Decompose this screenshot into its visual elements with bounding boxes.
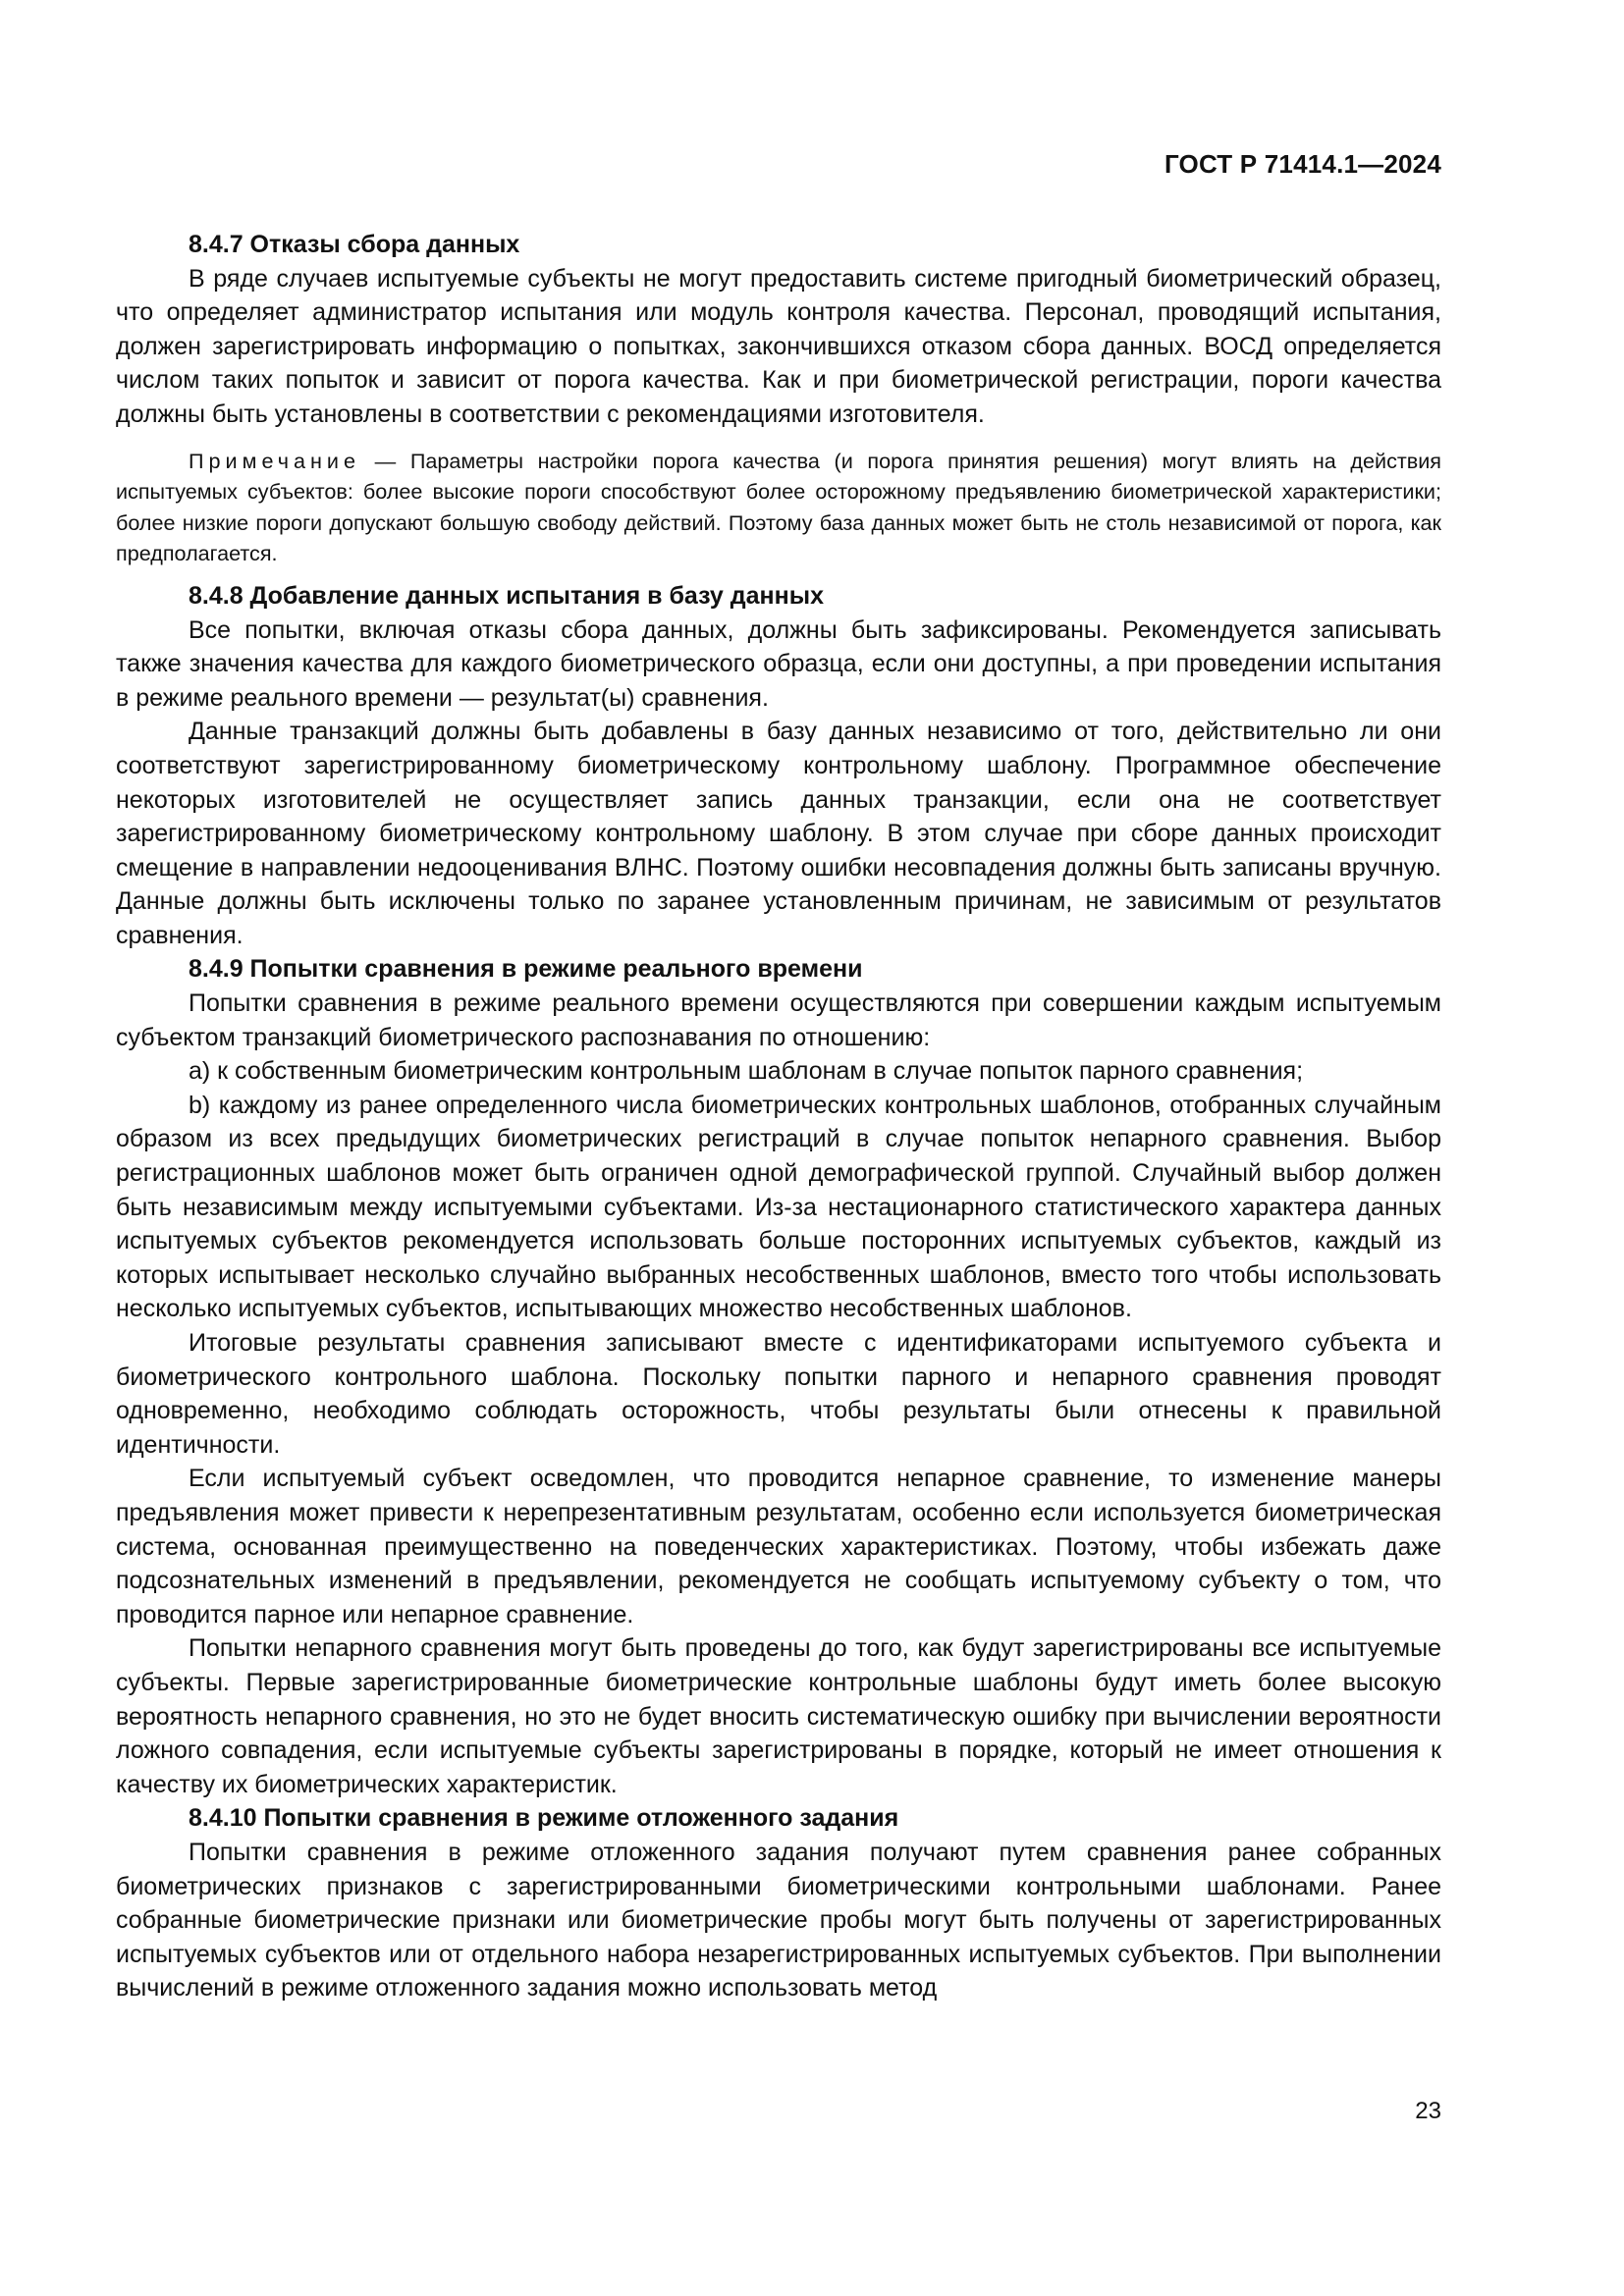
section-heading-8-4-8: 8.4.8 Добавление данных испытания в базу данных (189, 581, 824, 610)
note-label: Примечание (189, 448, 360, 473)
paragraph: Попытки непарного сравнения могут быть проведены до того, как будут зарегистрированы все испытуемые субъекты. Первые зарегистрированные биометрические контрольные шаблоны будут иметь более высокую вероятность непарного сравнения, но это не будет вносить систематическую ошибку при вычислении вероятности ложного совпадения, если испытуемые субъекты зарегистрированы в порядке, который не имеет отношения к качеству их биометрических характеристик. (116, 1634, 1441, 1798)
document-page (116, 0, 1441, 2296)
section-heading-8-4-9: 8.4.9 Попытки сравнения в режиме реального времени (189, 955, 863, 984)
list-item-b: b) каждому из ранее определенного числа биометрических контрольных шаблонов, отобранных случайным образом из всех предыдущих биометрических регистраций в случае попыток непарного сравнения. Выбор регистрационных шаблонов может быть ограничен одной демографической группой. Случайный выбор должен быть независимым между испытуемыми субъектами. Из-за нестационарного статистического характера данных испытуемых субъектов рекомендуется использовать больше посторонних испытуемых субъектов, каждый из которых испытывает несколько случайно выбранных несобственных шаблонов, вместо того чтобы использовать несколько испытуемых субъектов, испытывающих множество несобственных шаблонов. (116, 1091, 1441, 1323)
paragraph: В ряде случаев испытуемые субъекты не могут предоставить системе пригодный биометрический образец, что определяет администратор испытания или модуль контроля качества. Персонал, проводящий испытания, должен зарегистрировать информацию о попытках, закончившихся отказом сбора данных. ВОСД определяется числом таких попыток и зависит от порога качества. Как и при биометрической регистрации, пороги качества должны быть установлены в соответствии с рекомендациями изготовителя. (116, 264, 1441, 428)
section-heading-8-4-7: 8.4.7 Отказы сбора данных (189, 231, 520, 258)
section-heading-8-4-10: 8.4.10 Попытки сравнения в режиме отложенного задания (189, 1804, 899, 1833)
paragraph: Итоговые результаты сравнения записывают вместе с идентификаторами испытуемого субъекта и биометрического контрольного шаблона. Поскольку попытки парного и непарного сравнения проводят одновременно, необходимо соблюдать осторожность, чтобы результаты были отнесены к правильной идентичности. (116, 1329, 1441, 1459)
paragraph: Данные транзакций должны быть добавлены в базу данных независимо от того, действительно ли они соответствуют зарегистрированному биометрическому контрольному шаблону. Программное обеспечение некоторых изготовителей не осуществляет запись данных транзакции, если она не соответствует зарегистрированному биометрическому контрольному шаблону. В этом случае при сборе данных происходит смещение в направлении недооценивания ВЛНС. Поэтому ошибки несовпадения должны быть записаны вручную. Данные должны быть исключены только по заранее установленным причинам, не зависимым от результатов сравнения. (116, 718, 1441, 949)
paragraph: Попытки сравнения в режиме реального времени осуществляются при совершении каждым испытуемым субъектом транзакций биометрического распознавания по отношению: (116, 989, 1441, 1051)
paragraph: Попытки сравнения в режиме отложенного задания получают путем сравнения ранее собранных биометрических признаков с зарегистрированными биометрическими контрольными шаблонами. Ранее собранные биометрические признаки или биометрические пробы могут быть получены от зарегистрированных испытуемых субъектов или от отдельного набора незарегистрированных испытуемых субъектов. При выполнении вычислений в режиме отложенного задания можно использовать метод (116, 1838, 1441, 2002)
document-code-header: ГОСТ Р 71414.1—2024 (1164, 149, 1441, 179)
paragraph: Если испытуемый субъект осведомлен, что проводится непарное сравнение, то изменение манеры предъявления может привести к нерепрезентативным результатам, особенно если используется биометрическая система, основанная преимущественно на поведенческих характеристиках. Поэтому, чтобы избежать даже подсознательных изменений в предъявлении, рекомендуется не сообщать испытуемому субъекту о том, что проводится парное или непарное сравнение. (116, 1465, 1441, 1629)
document-body (116, 228, 1441, 2005)
paragraph: Все попытки, включая отказы сбора данных, должны быть зафиксированы. Рекомендуется записывать также значения качества для каждого биометрического образца, если они доступны, а при проведении испытания в режиме реального времени — результат(ы) сравнения. (116, 615, 1441, 712)
note (116, 446, 1441, 569)
list-item-a: a) к собственным биометрическим контрольным шаблонам в случае попыток парного сравнения; (189, 1057, 1304, 1086)
note-text: — Параметры настройки порога качества (и порога принятия решения) могут влиять на действия испытуемых субъектов: более высокие пороги способствуют более осторожному предъявлению биометрической характеристики; более низкие пороги допускают большую свободу действий. Поэтому база данных может быть не столь независимой от порога, как предполагается. (116, 448, 1441, 566)
page-number: 23 (1415, 2098, 1441, 2124)
